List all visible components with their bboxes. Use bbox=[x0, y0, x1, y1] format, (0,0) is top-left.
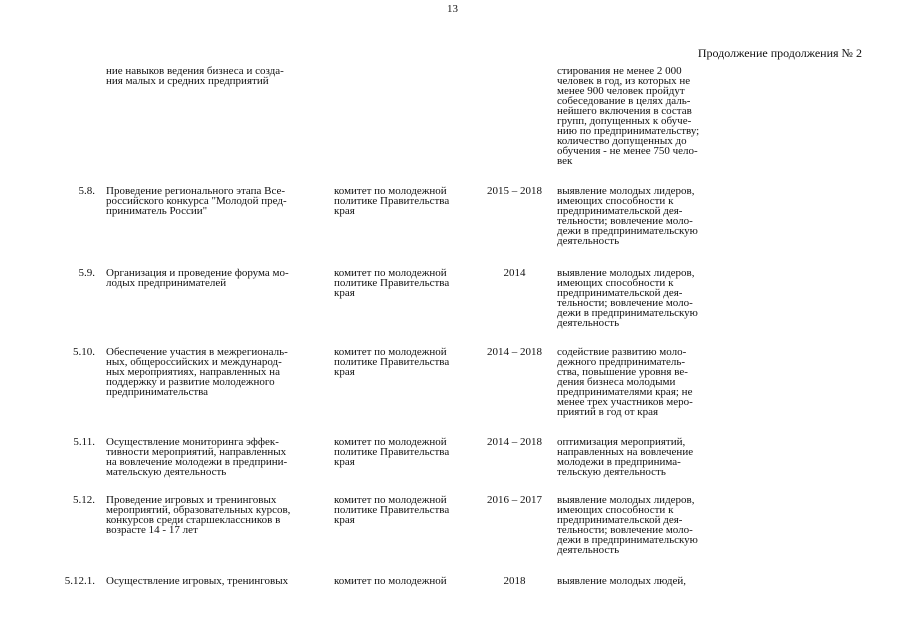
expected-result: выявление молодых лидеров, имеющих способности к предпринимательской дея- тельности; вовлечение моло- дежи в предпринимательскую деятельность bbox=[557, 267, 698, 329]
expected-result: содействие развитию моло- дежного предприниматель- ства, повышение уровня ве- дения бизнеса молодыми предпринимателями края; не менее трех участников меро- приятий в год от края bbox=[557, 346, 693, 418]
executor: комитет по молодежной политике Правительства края bbox=[334, 494, 450, 526]
row-number: 5.9. bbox=[78, 267, 95, 279]
expected-result: выявление молодых лидеров, имеющих способности к предпринимательской дея- тельности; вовлечение моло- дежи в предпринимательскую деятельность bbox=[557, 494, 698, 556]
row-number: 5.11. bbox=[73, 436, 95, 448]
executor: комитет по молодежной политике Правительства края bbox=[334, 267, 450, 299]
page-number: 13 bbox=[447, 3, 458, 15]
continuation-label: Продолжение продолжения № 2 bbox=[697, 46, 862, 60]
activity-name: Проведение игровых и тренинговых мероприятий, образовательных курсов, конкурсов среди старшеклассников в возрасте 14 - 17 лет bbox=[106, 494, 291, 536]
row-number: 5.12.1. bbox=[64, 575, 95, 587]
activity-name: Обеспечение участия в межрегиональ- ных, общероссийских и международ- ных мероприятиях, направленных на поддержку и развитие молодежного предпринимательства bbox=[106, 346, 288, 398]
period: 2016 – 2017 bbox=[487, 494, 542, 506]
period: 2018 bbox=[503, 575, 526, 587]
activity-name: Организация и проведение форума мо- лодых предпринимателей bbox=[106, 267, 289, 289]
executor: комитет по молодежной политике Правительства края bbox=[334, 185, 450, 217]
activity-name: Осуществление мониторинга эффек- тивности мероприятий, направленных на вовлечение молодежи в предприни- мательскую деятельность bbox=[106, 436, 288, 478]
row-number: 5.12. bbox=[73, 494, 95, 506]
executor: комитет по молодежной политике Правительства края bbox=[334, 346, 450, 378]
activity-name: Проведение регионального этапа Все- российского конкурса "Молодой пред- приниматель России" bbox=[106, 185, 287, 217]
period: 2015 – 2018 bbox=[487, 185, 542, 197]
period: 2014 bbox=[503, 267, 526, 279]
expected-result: оптимизация мероприятий, направленных на вовлечение молодежи в предпринима- тельскую деятельность bbox=[557, 436, 694, 478]
executor: комитет по молодежной политике Правительства края bbox=[334, 436, 450, 468]
period: 2014 – 2018 bbox=[487, 346, 542, 358]
activity-name: ние навыков ведения бизнеса и созда- ния малых и средних предприятий bbox=[106, 65, 284, 87]
row-number: 5.8. bbox=[78, 185, 95, 197]
executor: комитет по молодежной bbox=[334, 575, 447, 587]
expected-result: выявление молодых лидеров, имеющих способности к предпринимательской дея- тельности; вовлечение моло- дежи в предпринимательскую деятельность bbox=[557, 185, 698, 247]
activity-name: Осуществление игровых, тренинговых bbox=[106, 575, 289, 587]
expected-result: стирования не менее 2 000 человек в год, из которых не менее 900 человек пройдут собеседование в целях даль- нейшего включения в состав групп, допущенных к обуче- нию по предпринимательству; количество допущенных до обучения - не менее 750 чело- век bbox=[557, 65, 700, 167]
expected-result: выявление молодых людей, bbox=[557, 575, 686, 587]
period: 2014 – 2018 bbox=[487, 436, 542, 448]
row-number: 5.10. bbox=[73, 346, 95, 358]
